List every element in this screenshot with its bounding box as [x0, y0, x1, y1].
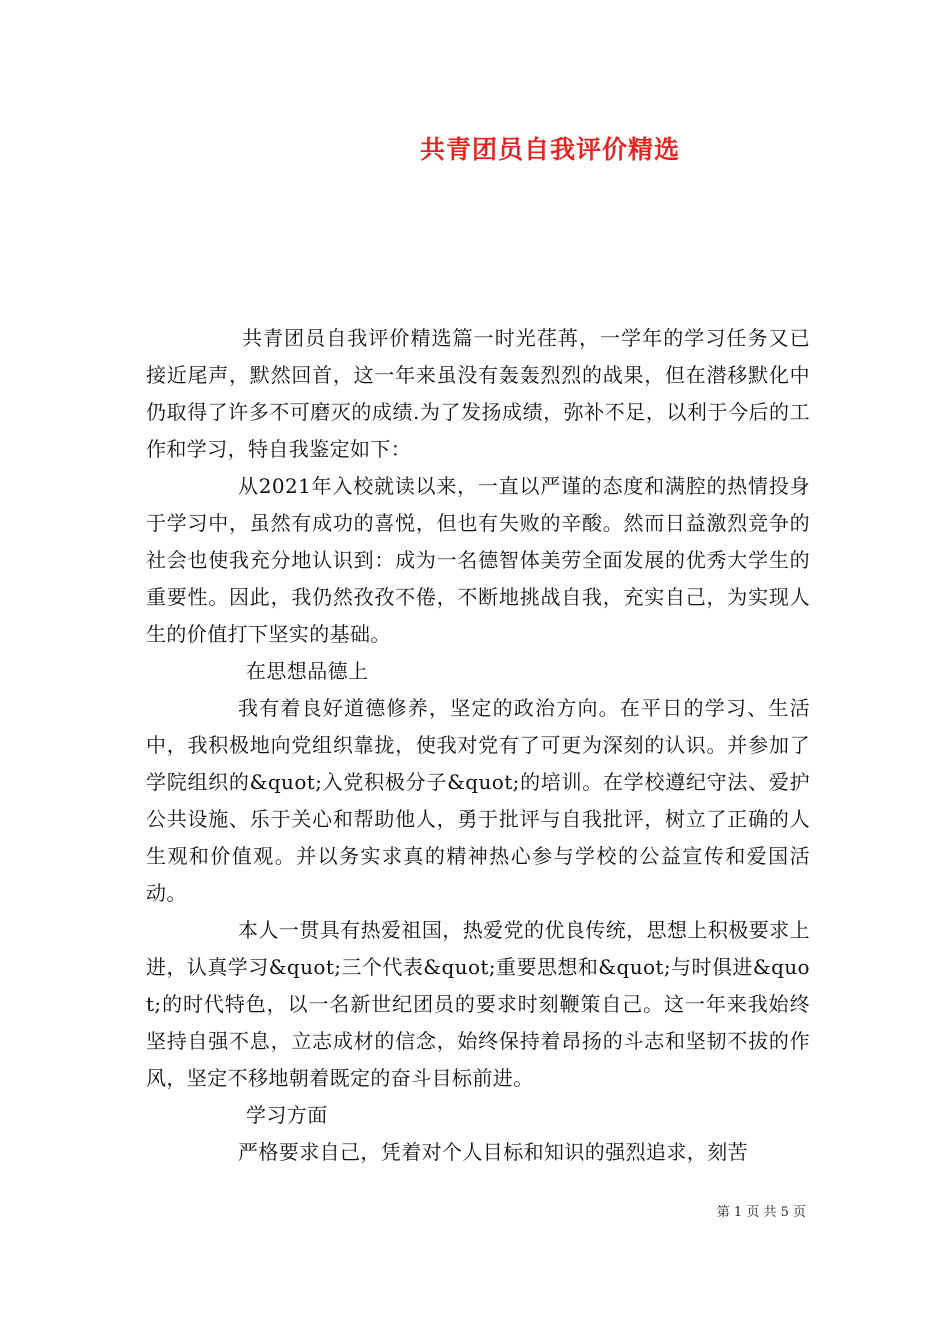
paragraph: 从2021年入校就读以来，一直以严谨的态度和满腔的热情投身于学习中，虽然有成功的喜悦，但也有失败的辛酸。然而日益激烈竞争的社会也使我充分地认识到：成为一名德智体美劳全面发展的优秀大学生的重要性。因此，我仍然孜孜不倦，不断地挑战自我，充实自己，为实现人生的价值打下坚实的基础。 — [146, 474, 810, 646]
document-body — [146, 320, 810, 1171]
section-heading: 学习方面 — [246, 1103, 328, 1127]
document-title: 共青团员自我评价精选 — [419, 135, 680, 164]
paragraph: 本人一贯具有热爱祖国，热爱党的优良传统，思想上积极要求上进，认真学习&quot;三个代表&quot;重要思想和&quot;与时俱进&quot;的时代特色，以一名新世纪团员的要求时刻鞭策自己。这一年来我始终坚持自强不息，立志成材的信念，始终保持着昂扬的斗志和坚韧不拔的作风，坚定不移地朝着既定的奋斗目标前进。 — [146, 918, 810, 1090]
paragraph: 共青团员自我评价精选篇一时光荏苒，一学年的学习任务又已接近尾声，默然回首，这一年来虽没有轰轰烈烈的战果，但在潜移默化中仍取得了许多不可磨灭的成绩.为了发扬成绩，弥补不足，以利于今后的工作和学习，特自我鉴定如下： — [146, 326, 810, 461]
section-heading: 在思想品德上 — [246, 659, 369, 683]
paragraph: 我有着良好道德修养，坚定的政治方向。在平日的学习、生活中，我积极地向党组织靠拢，使我对党有了可更为深刻的认识。并参加了学院组织的&quot;入党积极分子&quot;的培训。在学校遵纪守法、爱护公共设施、乐于关心和帮助他人，勇于批评与自我批评，树立了正确的人生观和价值观。并以务实求真的精神热心参与学校的公益宣传和爱国活动。 — [146, 696, 810, 905]
paragraph: 严格要求自己，凭着对个人目标和知识的强烈追求，刻苦 — [238, 1140, 748, 1164]
page-number-footer: 第 1 页 共 5 页 — [716, 1205, 806, 1220]
